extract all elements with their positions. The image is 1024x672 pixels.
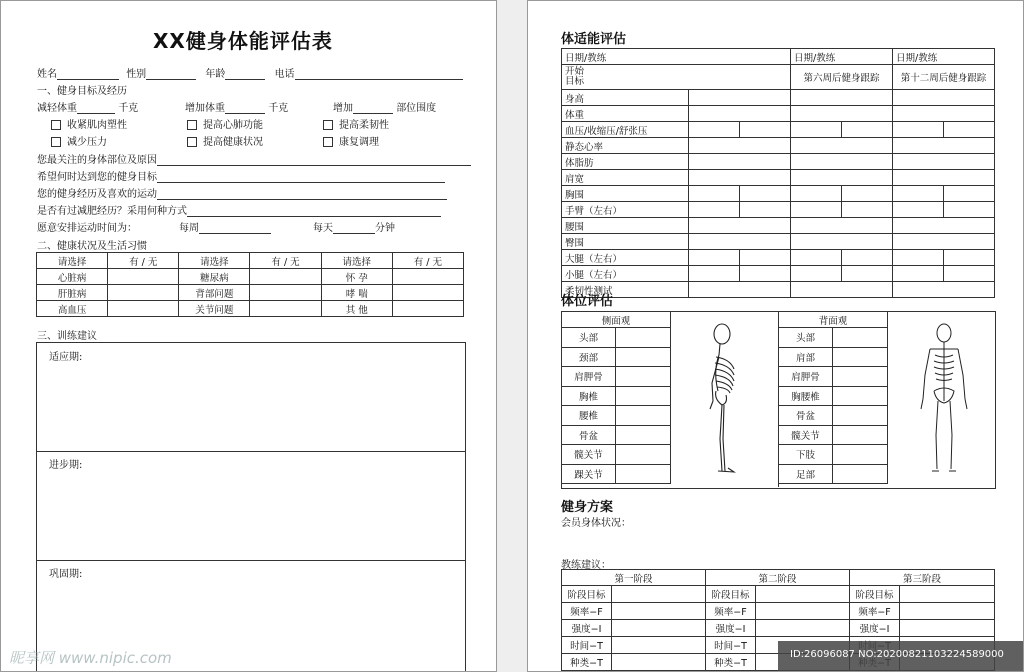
posture-row-label: 髋关节 [779,425,833,445]
fitness-assessment-title: 体适能评估 [561,32,627,47]
divider [37,451,465,452]
gain-weight-label: 增加体重 [185,103,225,114]
fitness-input-cell[interactable] [689,90,791,106]
watermark: 昵享网 www.nipic.com [9,649,172,667]
fitness-row-label: 臀围 [562,234,689,250]
question-goal-time: 希望何时达到您的健身目标 [37,168,445,183]
coach-advice-label: 教练建议： [561,560,611,571]
posture-input-cell[interactable] [616,406,671,426]
gain-weight-row [185,99,288,114]
daily-field[interactable] [333,223,375,234]
skeleton-side-view-illustration [700,323,750,475]
fitness-input-cell[interactable] [791,266,842,282]
fitness-row-label: 血压/收缩压/舒张压 [562,122,689,138]
side-view-table [561,311,671,484]
table-header-row [37,253,464,269]
checkbox[interactable] [187,137,197,147]
fitness-input-cell[interactable] [944,186,995,202]
table-row [562,234,995,250]
progress-phase-label: 进步期: [49,460,83,471]
table-row [562,250,995,266]
table-row [562,122,995,138]
fitness-row-label: 肩宽 [562,170,689,186]
answer-cell[interactable] [250,301,321,317]
table-row [562,186,995,202]
answer-cell[interactable] [392,269,463,285]
stage-row-label: 频率−F [850,603,900,620]
fitness-input-cell[interactable] [689,138,791,154]
fitness-input-cell[interactable] [689,202,740,218]
training-box [36,342,466,672]
table-header-row: 开始 目标 第六周后健身跟踪 第十二周后健身跟踪 [562,65,995,90]
fitness-input-cell[interactable] [842,250,893,266]
skeleton-back-view-illustration [918,323,970,475]
back-view-rows [779,328,888,484]
fitness-input-cell[interactable] [842,186,893,202]
fitness-input-cell[interactable] [791,138,893,154]
answer-cell[interactable] [250,285,321,301]
fitness-row-label: 小腿（左右） [562,266,689,282]
table-header-row: 第一阶段 第二阶段 第三阶段 [562,570,995,586]
posture-row-label: 肩胛骨 [562,367,616,387]
table-row [779,367,888,387]
stage-row-label: 种类−T [706,654,756,671]
fitness-input-cell[interactable] [689,266,740,282]
posture-input-cell[interactable] [616,367,671,387]
member-status-label: 会员身体状况： [561,518,631,529]
side-view-header: 侧面观 [562,312,671,328]
table-row [562,138,995,154]
fitness-row-label: 柔韧性测试 [562,282,689,298]
answer-cell[interactable] [392,301,463,317]
answer-cell[interactable] [392,285,463,301]
divider [778,311,779,487]
exercise-time-label: 愿意安排运动时间为： [37,223,137,234]
fitness-input-cell[interactable] [893,170,995,186]
back-view-table [778,311,888,484]
consolidation-phase-label: 巩固期: [49,569,83,580]
posture-row-label: 足部 [779,464,833,484]
fitness-input-cell[interactable] [689,250,740,266]
name-field[interactable] [57,69,119,80]
question-experience: 您的健身经历及喜欢的运动 [37,185,447,200]
stage-input-cell[interactable] [756,586,850,603]
fitness-input-cell[interactable] [740,250,791,266]
fitness-input-cell[interactable] [893,122,944,138]
posture-input-cell[interactable] [833,367,888,387]
stage-row-label: 时间−T [706,637,756,654]
fitness-rows [562,90,995,298]
table-row [562,386,671,406]
answer-cell[interactable] [108,285,179,301]
stage-input-cell[interactable] [900,603,995,620]
fitness-row-label: 体脂肪 [562,154,689,170]
section-health-title: 二、健康状况及生活习惯 [37,241,147,252]
age-field[interactable] [225,69,265,80]
table-row [562,266,995,282]
fitness-row-label: 腰围 [562,218,689,234]
fitness-input-cell[interactable] [893,154,995,170]
section-goals-title: 一、健身目标及经历 [37,86,127,97]
fitness-input-cell[interactable] [689,234,791,250]
stage-input-cell[interactable] [612,654,706,671]
posture-input-cell[interactable] [833,406,888,426]
fitness-input-cell[interactable] [944,122,995,138]
posture-input-cell[interactable] [616,445,671,465]
table-row [562,464,671,484]
fitness-input-cell[interactable] [689,218,791,234]
table-row [562,202,995,218]
table-row [562,106,995,122]
name-label: 姓名 [37,69,57,80]
checkbox[interactable] [187,120,197,130]
fitness-input-cell[interactable] [689,186,740,202]
left-page [0,0,497,672]
stage-input-cell[interactable] [612,620,706,637]
kg-unit: 千克 [268,103,289,114]
checkbox-item[interactable]: 减少压力 [51,133,107,148]
id-text: ID:26096087 NO:20200821103224589000 [790,649,1004,660]
fitness-row-label: 身高 [562,90,689,106]
increase-field[interactable] [353,103,393,114]
fitness-plan-title: 健身方案 [561,500,614,515]
posture-row-label: 头部 [779,328,833,348]
fitness-input-cell[interactable] [740,186,791,202]
fitness-input-cell[interactable] [944,202,995,218]
table-row [779,425,888,445]
posture-row-label: 胸腰椎 [779,386,833,406]
table-row [562,445,671,465]
fitness-row-label: 静态心率 [562,138,689,154]
table-row [562,620,995,637]
posture-row-label: 髋关节 [562,445,616,465]
fitness-input-cell[interactable] [842,122,893,138]
posture-input-cell[interactable] [616,328,671,348]
fitness-input-cell[interactable] [893,266,944,282]
table-row [562,218,995,234]
increase-circumference-row [333,99,436,114]
gender-field[interactable] [146,69,196,80]
fitness-input-cell[interactable] [842,266,893,282]
fitness-input-cell[interactable] [689,122,740,138]
fitness-input-cell[interactable] [791,106,893,122]
table-row [779,406,888,426]
answer-cell[interactable] [250,269,321,285]
side-view-rows [562,328,671,484]
fitness-input-cell[interactable] [791,170,893,186]
table-row [562,170,995,186]
fitness-input-cell[interactable] [740,122,791,138]
table-row [779,328,888,348]
fitness-input-cell[interactable] [893,250,944,266]
posture-row-label: 肩部 [779,347,833,367]
posture-input-cell[interactable] [616,386,671,406]
stage-input-cell[interactable] [612,586,706,603]
right-page [527,0,1024,672]
table-row [779,347,888,367]
form-title: XX健身体能评估表 [153,29,333,53]
stage-row-label: 强度−I [850,620,900,637]
fitness-input-cell[interactable] [791,250,842,266]
gender-label: 性别 [126,69,147,80]
fitness-row-label: 体重 [562,106,689,122]
stage-row-label: 频率−F [562,603,612,620]
fitness-input-cell[interactable] [791,202,842,218]
fitness-input-cell[interactable] [842,202,893,218]
fitness-input-cell[interactable] [893,218,995,234]
header-cell: 有 / 无 [392,253,463,269]
fitness-input-cell[interactable] [689,106,791,122]
checkbox[interactable] [323,137,333,147]
table-row [779,386,888,406]
gain-weight-field[interactable] [225,103,265,114]
table-row [562,347,671,367]
posture-row-label: 颈部 [562,347,616,367]
table-row [562,406,671,426]
fitness-input-cell[interactable] [791,282,893,298]
table-header-row: 日期/教练 日期/教练 日期/教练 [562,49,995,65]
posture-row-label: 腰椎 [562,406,616,426]
health-table [36,252,464,317]
posture-row-label: 骨盆 [779,406,833,426]
fitness-input-cell[interactable] [740,202,791,218]
weekly-field[interactable] [199,223,271,234]
header-cell: 有 / 无 [250,253,321,269]
fitness-input-cell[interactable] [893,234,995,250]
fitness-input-cell[interactable] [791,90,893,106]
answer-line[interactable] [187,206,441,217]
table-row [562,603,995,620]
stage-input-cell[interactable] [756,603,850,620]
stage-row-label: 强度−I [562,620,612,637]
weekly-row: 每周 [179,219,271,234]
table-row [779,445,888,465]
daily-row: 每天 分钟 [313,223,395,234]
fitness-row-label: 胸围 [562,186,689,202]
stage-input-cell[interactable] [900,586,995,603]
fitness-input-cell[interactable] [893,186,944,202]
checkbox-item[interactable]: 提高健康状况 [187,133,263,148]
adaptation-phase-label: 适应期: [49,352,83,363]
posture-row-label: 下肢 [779,445,833,465]
fitness-input-cell[interactable] [791,186,842,202]
posture-input-cell[interactable] [616,464,671,484]
checkbox[interactable] [51,137,61,147]
fitness-input-cell[interactable] [893,90,995,106]
answer-line[interactable] [157,189,447,200]
stage-row-label: 阶段目标 [562,586,612,603]
posture-assessment-title: 体位评估 [561,294,614,309]
stage-input-cell[interactable] [612,603,706,620]
checkbox-item[interactable]: 收紧肌肉塑性 [51,116,127,131]
fitness-input-cell[interactable] [893,138,995,154]
table-row: 肝脏病 背部问题 哮 喘 [37,285,464,301]
header-cell: 请选择 [37,253,108,269]
checkbox-item[interactable]: 康复调理 [323,133,379,148]
checkbox[interactable] [51,120,61,130]
header-cell: 有 / 无 [108,253,179,269]
fitness-input-cell[interactable] [893,282,995,298]
part-circumference-label: 部位围度 [396,103,437,114]
question-weight-loss: 是否有过减肥经历？采用何种方式 [37,202,441,217]
divider [37,560,465,561]
fitness-input-cell[interactable] [689,170,791,186]
table-row [562,367,671,387]
lose-weight-label: 减轻体重 [37,103,77,114]
posture-input-cell[interactable] [833,328,888,348]
fitness-input-cell[interactable] [791,154,893,170]
stage-row-label: 种类−T [562,654,612,671]
posture-input-cell[interactable] [616,347,671,367]
lose-weight-field[interactable] [77,103,115,114]
fitness-input-cell[interactable] [791,218,893,234]
fitness-input-cell[interactable] [893,202,944,218]
stage-row-label: 阶段目标 [850,586,900,603]
fitness-table [561,48,995,298]
posture-row-label: 踝关节 [562,464,616,484]
personal-info-row [37,65,463,80]
checkbox-item[interactable]: 提高心肺功能 [187,116,263,131]
stage-row-label: 强度−I [706,620,756,637]
fitness-row-label: 大腿（左右） [562,250,689,266]
stage-row-label: 时间−T [562,637,612,654]
table-row [779,464,888,484]
stage-row-label: 频率−F [706,603,756,620]
header-cell: 请选择 [179,253,250,269]
stage-input-cell[interactable] [756,620,850,637]
posture-input-cell[interactable] [833,347,888,367]
back-view-header: 背面观 [779,312,888,328]
question-body-part: 您最关注的身体部位及原因 [37,151,471,166]
phone-field[interactable] [295,69,463,80]
fitness-input-cell[interactable] [740,266,791,282]
lose-weight-row [37,99,138,114]
posture-row-label: 骨盆 [562,425,616,445]
table-row: 高血压 关节问题 其 他 [37,301,464,317]
phone-label: 电话 [274,69,295,80]
header-cell: 请选择 [321,253,392,269]
kg-unit: 千克 [118,103,139,114]
posture-input-cell[interactable] [616,425,671,445]
posture-input-cell[interactable] [833,386,888,406]
posture-row-label: 肩胛骨 [779,367,833,387]
stage-row-label: 阶段目标 [706,586,756,603]
answer-cell[interactable] [108,301,179,317]
fitness-input-cell[interactable] [689,154,791,170]
table-row [562,425,671,445]
posture-row-label: 胸椎 [562,386,616,406]
fitness-input-cell[interactable] [791,234,893,250]
table-row [562,586,995,603]
posture-input-cell[interactable] [833,445,888,465]
fitness-input-cell[interactable] [791,122,842,138]
posture-row-label: 头部 [562,328,616,348]
table-row [562,154,995,170]
answer-cell[interactable] [108,269,179,285]
answer-line[interactable] [157,155,471,166]
posture-input-cell[interactable] [833,425,888,445]
fitness-input-cell[interactable] [944,266,995,282]
age-label: 年龄 [205,69,226,80]
stage-input-cell[interactable] [612,637,706,654]
stage-input-cell[interactable] [900,620,995,637]
checkbox[interactable] [323,120,333,130]
fitness-input-cell[interactable] [689,282,791,298]
fitness-input-cell[interactable] [944,250,995,266]
section-training-title: 三、训练建议 [37,331,97,342]
table-row [562,328,671,348]
answer-line[interactable] [157,172,445,183]
table-row [562,90,995,106]
increase-label: 增加 [333,103,353,114]
checkbox-item[interactable]: 提高柔韧性 [323,116,389,131]
table-row [562,282,995,298]
table-row: 心脏病 糖尿病 怀 孕 [37,269,464,285]
fitness-row-label: 手臂（左右） [562,202,689,218]
posture-input-cell[interactable] [833,464,888,484]
fitness-input-cell[interactable] [893,106,995,122]
